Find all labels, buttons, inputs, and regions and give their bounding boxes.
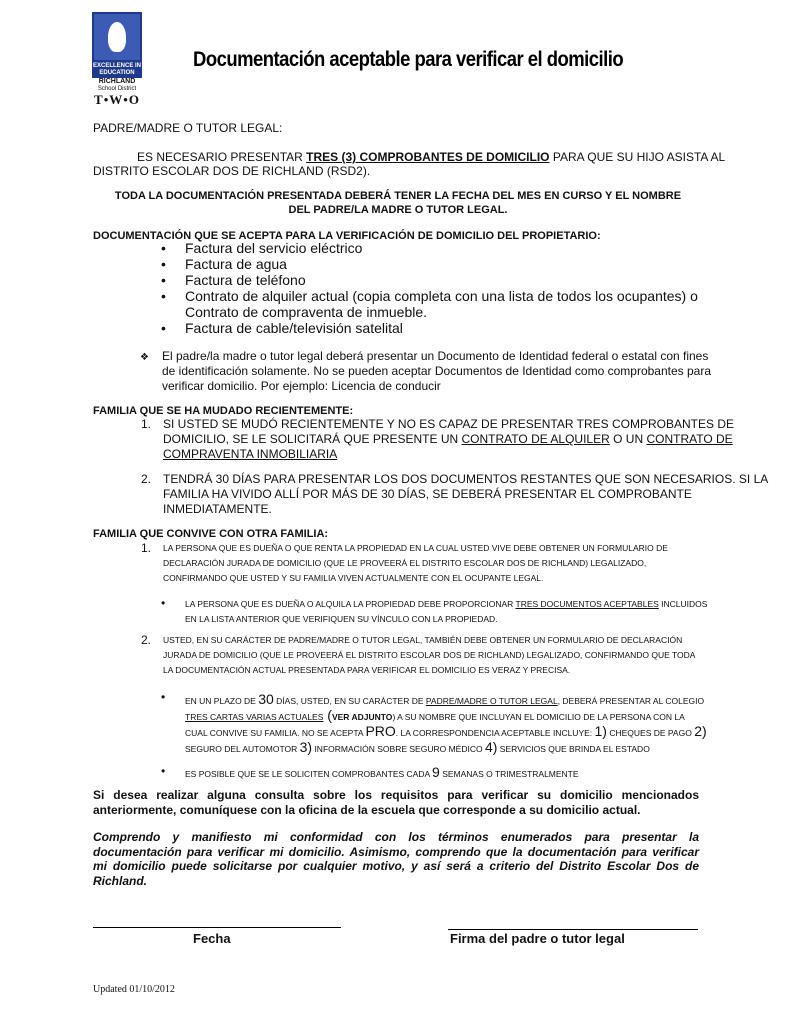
- notice-line2: DEL PADRE/LA MADRE O TUTOR LEGAL.: [288, 204, 508, 216]
- date-label: Fecha: [193, 931, 231, 946]
- list-item: • Contrato de alquiler actual (copia completa con una lista de todos los ocupantes) o: [161, 288, 698, 304]
- logo-two: T•W•O: [94, 92, 140, 107]
- updated-date: Updated 01/10/2012: [93, 984, 175, 995]
- cohabit-item-1: 1. LA PERSONA QUE ES DUEÑA O QUE RENTA LA PROPIEDAD EN LA CUAL USTED VIVE DEBE OBTENER UN FORMULARIO DE DECLARACIÓN JURADA DE DOMICILIO (QUE LE PROVEERÁ EL DISTRITO ESCOLAR DOS DE RICHLAND) LEGALIZADO, CONFIRMANDO QUE USTED Y SU FAMILIA VIVEN ACTUALMENTE CON EL OCUPANTE LEGAL.: [141, 541, 668, 583]
- bullet-icon: •: [161, 764, 166, 778]
- list-item: • Factura de cable/televisión satelital: [161, 320, 403, 336]
- diamond-bullet-icon: ❖: [140, 352, 149, 363]
- cohabit-item-2-sub-a-line4: SEGURO DEL AUTOMOTOR 3) INFORMACIÓN SOBRE SEGURO MÉDICO 4) SERVICIOS QUE BRINDA EL ESTADO: [185, 739, 650, 755]
- guardian-signature-line[interactable]: [448, 929, 698, 930]
- intro-emphasis: TRES (3) COMPROBANTES DE DOMICILIO: [306, 150, 550, 164]
- signature-label: Firma del padre o tutor legal: [450, 931, 625, 946]
- cohabit-item-1-sub-line1: LA PERSONA QUE ES DUEÑA O ALQUILA LA PROPIEDAD DEBE PROPORCIONAR TRES DOCUMENTOS ACEPTABLES INCLUIDOS: [185, 599, 708, 609]
- cohabit-item-1-sub-line2: EN LA LISTA ANTERIOR QUE VERIFIQUEN SU VÍNCULO CON LA PROPIEDAD.: [185, 614, 498, 624]
- id-note-line2: de identificación solamente. No se pueden aceptar Documentos de Identidad como comprobantes para: [162, 364, 712, 378]
- district-logo: [92, 12, 142, 106]
- owner-heading: DOCUMENTACIÓN QUE SE ACEPTA PARA LA VERIFICACIÓN DE DOMICILIO DEL PROPIETARIO:: [93, 230, 601, 242]
- moved-item-2: 2. TENDRÁ 30 DÍAS PARA PRESENTAR LOS DOS DOCUMENTOS RESTANTES QUE SON NECESARIOS. SI LA FAMILIA HA VIVIDO ALLÍ POR MÁS DE 30 DÍAS, SE DEBERÁ PRESENTAR EL COMPROBANTE INMEDIATAMENTE.: [141, 472, 769, 516]
- cohabit-item-2-sub-a-line1: EN UN PLAZO DE 30 DÍAS, USTED, EN SU CARÁCTER DE PADRE/MADRE O TUTOR LEGAL, DEBERÁ PRESENTAR AL COLEGIO: [185, 691, 705, 707]
- logo-school-district: School District: [97, 86, 137, 92]
- list-item-continuation: Contrato de compraventa de inmueble.: [185, 304, 428, 320]
- agreement-line4: Richland.: [93, 874, 148, 888]
- notice-line1: TODA LA DOCUMENTACIÓN PRESENTADA DEBERÁ TENER LA FECHA DEL MES EN CURSO Y EL NOMBRE: [114, 190, 682, 202]
- moved-heading: FAMILIA QUE SE HA MUDADO RECIENTEMENTE:: [93, 405, 354, 417]
- agreement-line2: documentación para verificar mi domicilio. Asimismo, comprendo que la documentación para verificar: [93, 845, 699, 859]
- list-item: • Factura de agua: [161, 256, 287, 272]
- torch-emblem-icon: [92, 12, 142, 62]
- list-item: • Factura de teléfono: [161, 272, 306, 288]
- moved-item-1: 1. SI USTED SE MUDÓ RECIENTEMENTE Y NO ES CAPAZ DE PRESENTAR TRES COMPROBANTES DE DOMICILIO, SE LE SOLICITARÁ QUE PRESENTE UN CONTRATO DE ALQUILER O UN CONTRATO DE COMPRAVENTA INMOBILIARIA: [141, 417, 734, 461]
- cohabit-item-2-sub-b: ES POSIBLE QUE SE LE SOLICITEN COMPROBANTES CADA 9 SEMANAS O TRIMESTRALMENTE: [185, 764, 579, 780]
- cohabit-item-2-sub-a-line2: TRES CARTAS VARIAS ACTUALES (VER ADJUNTO) A SU NOMBRE QUE INCLUYAN EL DOMICILIO DE LA PERSONA CON LA: [185, 707, 685, 723]
- id-note-line3: verificar domicilio. Por ejemplo: Licencia de conducir: [162, 379, 441, 393]
- cohabit-item-2-sub-a-line3: CUAL CONVIVE SU FAMILIA. NO SE ACEPTA PRO. LA CORRESPONDENCIA ACEPTABLE INCLUYE: 1) CHEQUES DE PAGO 2): [185, 723, 707, 739]
- greeting: PADRE/MADRE O TUTOR LEGAL:: [93, 121, 283, 135]
- bullet-icon: •: [161, 596, 166, 610]
- owner-document-list: [161, 240, 698, 336]
- agreement-line1: Comprendo y manifiesto mi conformidad con los términos enumerados para presentar la: [93, 830, 699, 844]
- logo-richland: RICHLAND: [98, 78, 136, 85]
- intro-line2: DISTRITO ESCOLAR DOS DE RICHLAND (RSD2).: [93, 164, 371, 178]
- contact-line1: Si desea realizar alguna consulta sobre los requisitos para verificar su domicilio mencionados: [93, 788, 699, 802]
- bullet-icon: •: [161, 690, 166, 704]
- contact-line2: anteriormente, comuníquese con la oficina de la escuela que corresponde a su domicilio actual.: [93, 803, 641, 817]
- page-title: Documentación aceptable para verificar el domicilio: [193, 48, 624, 71]
- intro-line1: ES NECESARIO PRESENTAR TRES (3) COMPROBANTES DE DOMICILIO PARA QUE SU HIJO ASISTA AL: [137, 150, 726, 164]
- id-note-line1: El padre/la madre o tutor legal deberá presentar un Documento de Identidad federal o estatal con fines: [162, 349, 709, 363]
- cohabit-item-2: 2. USTED, EN SU CARÁCTER DE PADRE/MADRE O TUTOR LEGAL, TAMBIÉN DEBE OBTENER UN FORMULARIO DE DECLARACIÓN JURADA DE DOMICILIO (QUE LE PROVEERÁ EL DISTRITO ESCOLAR DOS DE RICHLAND) LEGALIZADO, CONFIRMANDO QUE TODA LA DOCUMENTACIÓN ACTUAL PRESENTADA PARA VERIFICAR EL DOMICILIO ES VERAZ Y PRECISA.: [141, 633, 696, 675]
- cohabit-heading: FAMILIA QUE CONVIVE CON OTRA FAMILIA:: [93, 528, 329, 540]
- list-item: • Factura del servicio eléctrico: [161, 240, 363, 256]
- date-signature-line[interactable]: [93, 927, 341, 928]
- logo-band: EXCELLENCE IN EDUCATION: [92, 63, 141, 76]
- agreement-line3: mi domicilio puede solicitarse por cualquier motivo, y así será a criterio del Distrito Escolar Dos de: [93, 859, 699, 873]
